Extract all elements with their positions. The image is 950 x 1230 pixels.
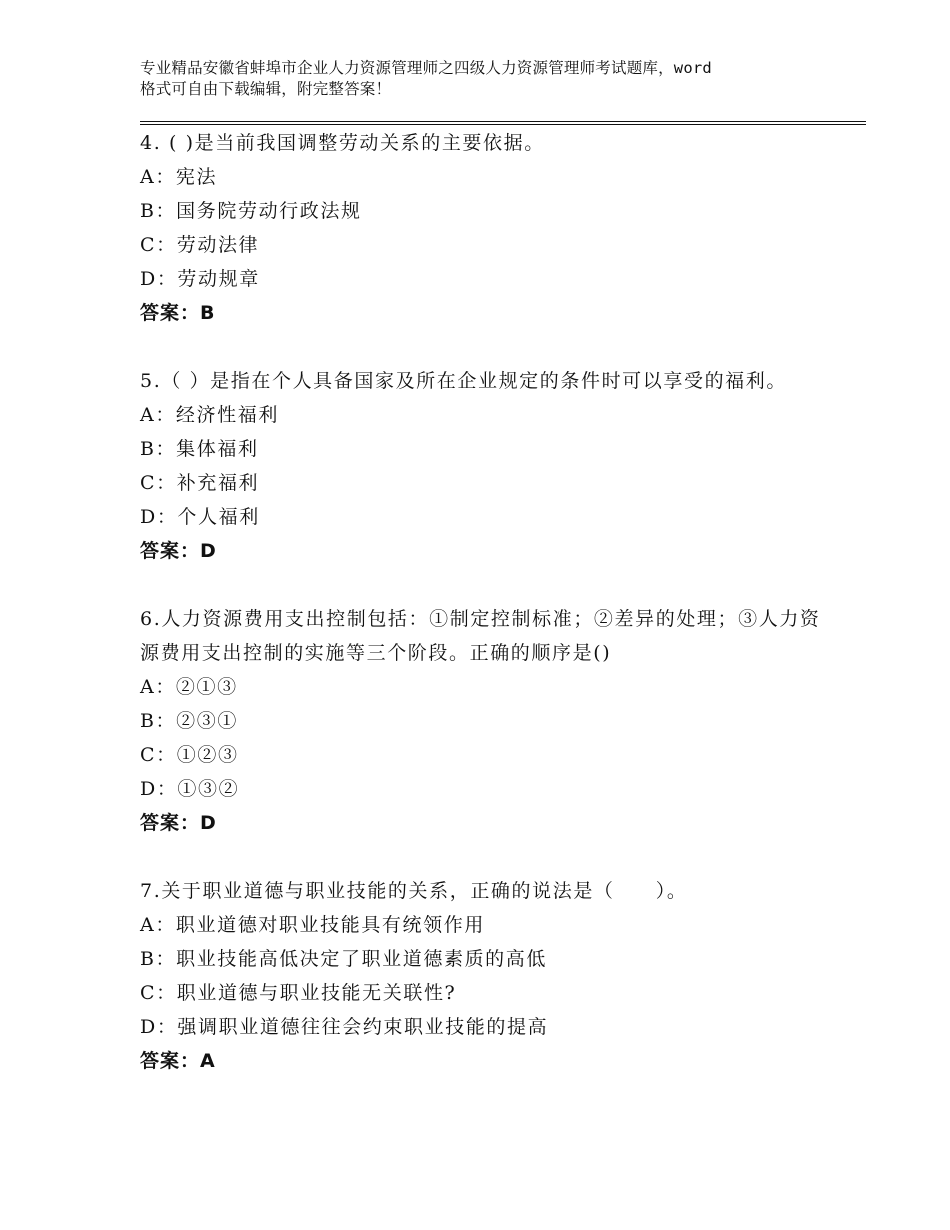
question-stem: 7.关于职业道德与职业技能的关系，正确的说法是（ ）。 <box>140 880 688 902</box>
option-d: D：①③② <box>140 778 240 800</box>
question-spacer <box>140 568 830 602</box>
option-a: A：职业道德对职业技能具有统领作用 <box>140 914 485 936</box>
option-c: C：劳动法律 <box>140 234 260 256</box>
question-6 <box>140 602 830 840</box>
answer-label: 答案：B <box>140 302 216 324</box>
option-c: C：补充福利 <box>140 472 260 494</box>
question-7 <box>140 874 830 1078</box>
option-b: B：职业技能高低决定了职业道德素质的高低 <box>140 948 547 970</box>
header-line-2: 格式可自由下载编辑，附完整答案！ <box>140 80 392 98</box>
option-a: A：宪法 <box>140 166 218 188</box>
question-5 <box>140 364 830 568</box>
question-stem: 4. ( )是当前我国调整劳动关系的主要依据。 <box>140 132 545 154</box>
option-a: A：经济性福利 <box>140 404 279 426</box>
question-spacer <box>140 330 830 364</box>
option-b: B：集体福利 <box>140 438 259 460</box>
question-stem: 5.（ ）是指在个人具备国家及所在企业规定的条件时可以享受的福利。 <box>140 370 787 392</box>
question-list <box>140 126 830 1078</box>
question-spacer <box>140 840 830 874</box>
option-d: D：劳动规章 <box>140 268 260 290</box>
header-line-1: 专业精品安徽省蚌埠市企业人力资源管理师之四级人力资源管理师考试题库，word <box>140 59 712 77</box>
option-c: C：①②③ <box>140 744 239 766</box>
answer-label: 答案：D <box>140 812 217 834</box>
header-divider-secondary <box>140 124 866 125</box>
question-stem: 6.人力资源费用支出控制包括：①制定控制标准；②差异的处理；③人力资源费用支出控制的实施等三个阶段。正确的顺序是() <box>140 608 821 664</box>
option-c: C：职业道德与职业技能无关联性? <box>140 982 457 1004</box>
answer-label: 答案：A <box>140 1050 216 1072</box>
document-header <box>140 58 840 100</box>
header-divider <box>140 121 866 122</box>
option-d: D：强调职业道德往往会约束职业技能的提高 <box>140 1016 549 1038</box>
option-d: D：个人福利 <box>140 506 260 528</box>
option-b: B：国务院劳动行政法规 <box>140 200 362 222</box>
option-a: A：②①③ <box>140 676 238 698</box>
option-b: B：②③① <box>140 710 238 732</box>
question-4 <box>140 126 830 330</box>
answer-label: 答案：D <box>140 540 217 562</box>
